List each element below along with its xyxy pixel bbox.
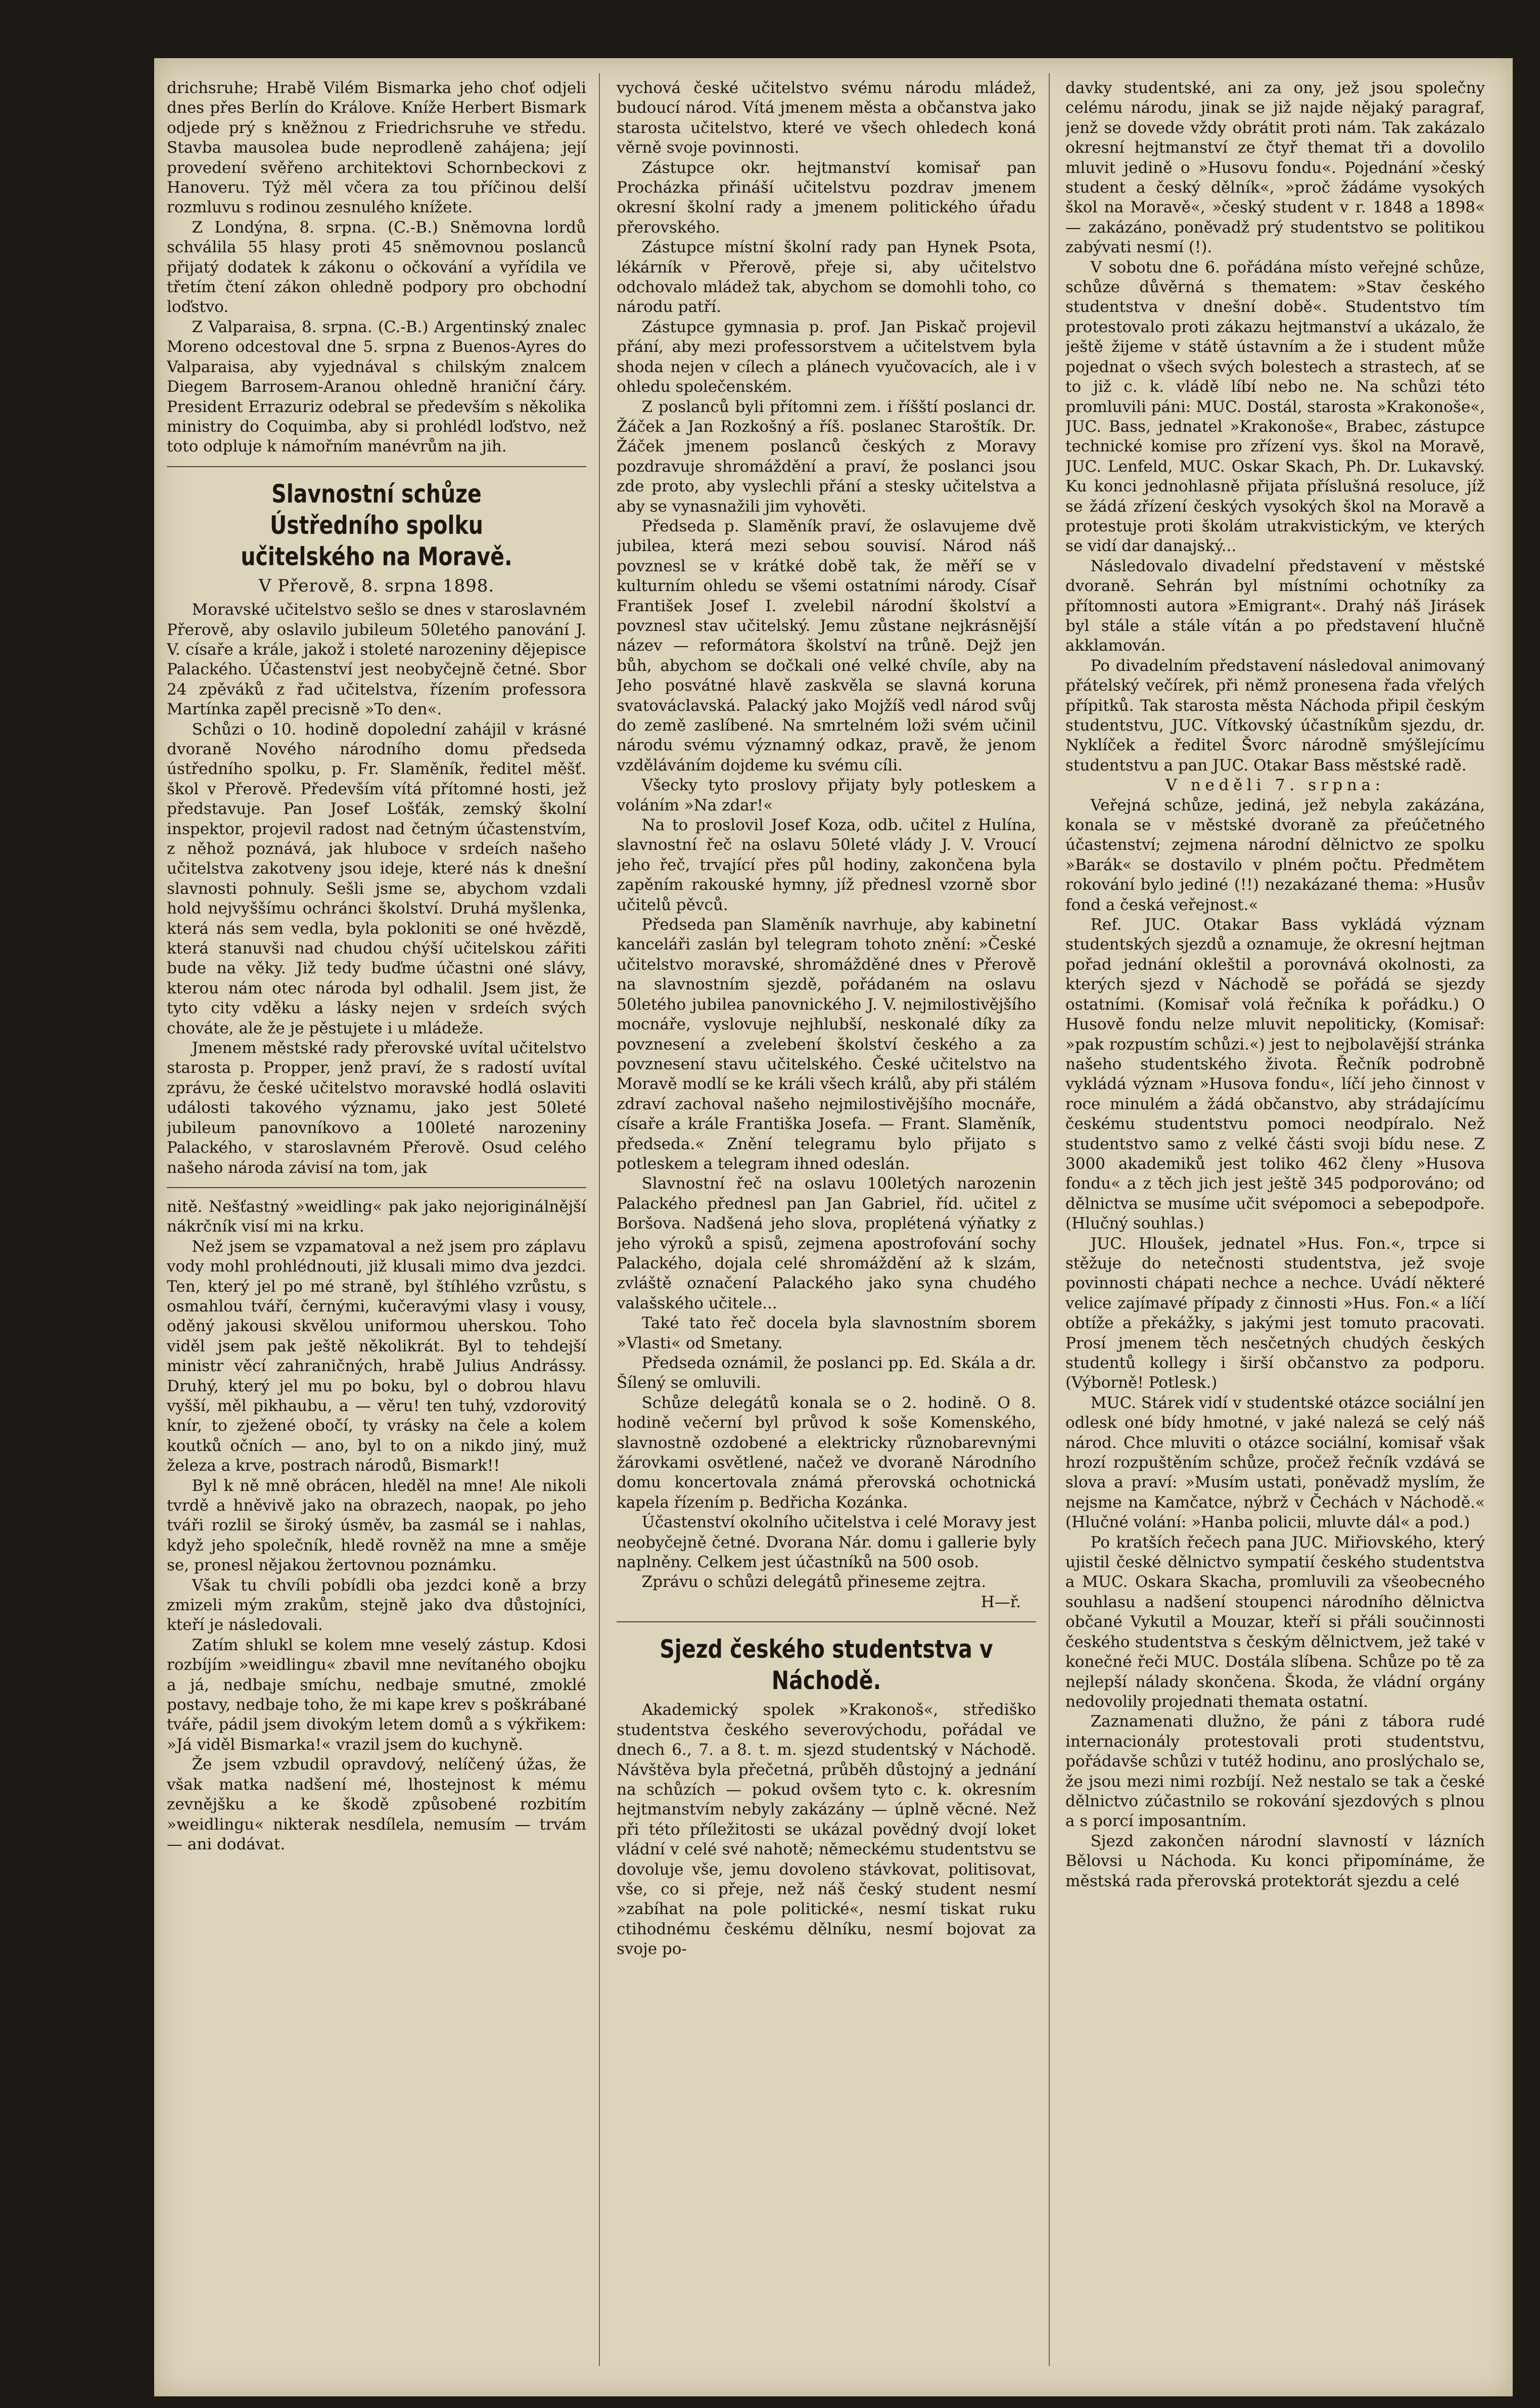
section-divider <box>167 466 586 467</box>
paragraph: Veřejná schůze, jediná, jež nebyla zakázána, konala se v městské dvoraně za přeúčetného účastenství; zejmena národní dělnictvo ze spolku »Barák« se dostavilo v plném počtu. Předmětem rokování bylo jediné (!!) nezakázané thema: »Husův fond a česká veřejnost.« <box>1065 796 1485 914</box>
paragraph: Následovalo divadelní představení v městské dvoraně. Sehrán byl místními ochotníky za přítomnosti autora »Emigrant«. Drahý náš Jirásek byl stále a stále vítán a po představení hlučně akklamován. <box>1065 557 1485 655</box>
paragraph: Zprávu o schůzi delegátů přineseme zejtra. <box>641 1573 987 1592</box>
feuilleton-paragraph: nitě. Nešťastný »weidling« pak jako nejoriginálnější nákrčník visí mi na krku. <box>167 1197 586 1236</box>
column-rule <box>1049 73 1050 2366</box>
paragraph: Předseda pan Slaměník navrhuje, aby kabinetní kanceláři zaslán byl telegram tohoto znění: »České učitelstvo moravské, shromážděné dnes v Přerově na slavnostním sjezdě, pořádaném na oslavu 50letého jubilea panovnického J. V. nejmilostivějšího mocnáře, vyslovuje nejhlubší, neskonalé díky za povznesení a zvelebení školství českého a za povznesení stavu učitelského. České učitelstvo na Moravě modlí se ke králi všech králů, aby při stálém zdraví zachoval našeho nejmilostivějšího mocnáře, císaře a krále Františka Josefa. — Frant. Slaměník, předseda.« Znění telegramu bylo přijato s potleskem a telegram ihned odeslán. <box>617 916 1036 1173</box>
article-continuation: davky studentské, ani za ony, jež jsou společny celému národu, jinak se již najde nějaký paragraf, jenž se dovede vždy obrátit proti nám. Tak zakázalo okresní hejtmanství ze čtyř themat tři a dovolilo mluvit jedině o »Husovu fondu«. Pojednání »český student a český dělník«, »proč žádáme vysokých škol na Moravě«, »český student v r. 1848 a 1898« — zakázáno, poněvadž prý studentstvo se politikou zabývati nesmí (!). <box>1065 79 1485 257</box>
paragraph: Po divadelním představení následoval animovaný přátelský večírek, při němž pronesena řada vřelých přípitků. Tak starosta města Náchoda připil českým studentstvu, JUC. Vítkovský účastníkům sjezdu, dr. Nyklíček a ředitel Švorc národně smýšlejícímu studentstvu a pan JUC. Otakar Bass městské radě. <box>1065 656 1485 775</box>
paragraph: Slavnostní řeč na oslavu 100letých narozenin Palackého přednesl pan Jan Gabriel, říd. učitel z Boršova. Nadšená jeho slova, proplétená výňatky z jeho výroků a spisů, zejmena apostrofování sochy Palackého, dojala celé shromáždění až k slzám, zvláště označení Palackého jako syna chudého valašského učitele... <box>617 1174 1036 1312</box>
feuilleton-paragraph: Však tu chvíli pobídli oba jezdci koně a brzy zmizeli mým zrakům, stejně jako dva důstojníci, kteří je následovali. <box>167 1576 586 1634</box>
section-divider <box>617 1621 1036 1622</box>
feuilleton-paragraph: Že jsem vzbudil opravdový, nelíčený úžas, že však matka nadšení mé, lhostejnost k mému zevnějšku a ke škodě způsobené rozbitím »weidlingu« nikterak nesdílela, nemusím — trvám — ani dodávat. <box>167 1755 586 1853</box>
paragraph: Účastenství okolního učitelstva i celé Moravy jest neobyčejně četné. Dvorana Nár. domu i gallerie byly naplněny. Celkem jest účastníků na 500 osob. <box>617 1513 1036 1572</box>
article-continuation: drichsruhe; Hrabě Vilém Bismarka jeho choť odjeli dnes přes Berlín do Králove. Kníže Herbert Bismark odjede prý s kněžnou z Friedrichsruhe ve středu. Stavba mausolea bude neprodleně zahájena; její provedení svěřeno architektovi Schornbeckovi z Hanoveru. Týž měl včera za tou příčinou delší rozmluvu s rodinou zesnulého knížete. <box>167 79 586 217</box>
article-continuation: vychová české učitelstvo svému národu mládež, budoucí národ. Vítá jmenem města a občanstva jako starosta učitelstvo, které ve všech ohledech koná věrně svoje povinnosti. <box>617 79 1036 157</box>
paragraph: Předseda p. Slaměník praví, že oslavujeme dvě jubilea, která mezi sebou souvisí. Národ náš povznesl se v krátké době tak, že měří se v kulturním ohledu se všemi ostatními národy. Císař František Josef I. zvelebil národní školství a povznesl stav učitelský. Jemu zůstane nejkrásnější název — reformátora školství na trůně. Dejž jen bůh, abychom se dočkali oné velké chvíle, aby na Jeho posvátné hlavě zaskvěla se slavná koruna svatováclavská. Palacký jako Mojžíš vedl národ svůj do země zaslíbené. Na smrtelném loži svém učinil národu svému významný odkaz, pravě, že jenom vzděláváním dojdeme ku svému cíli. <box>617 517 1036 775</box>
paragraph: Na to proslovil Josef Koza, odb. učitel z Hulína, slavnostní řeč na oslavu 50leté vlády J. V. Vroucí jeho řeč, trvající přes půl hodiny, zakončena byla zapěním rakouské hymny, jíž přednesl vzorně sbor učitelů pěvců. <box>617 816 1036 914</box>
paragraph: Zaznamenati dlužno, že páni z tábora rudé internacionály protestovali proti studentstvu, pořádavše schůzi v tutéž hodinu, ano proslýchalo se, že jsou mezi nimi rozbíjí. Než nestalo se tak a české dělnictvo zúčastnilo se rokování sjezdových s plnou a s porcí imposantním. <box>1065 1712 1485 1831</box>
paragraph: Ref. JUC. Otakar Bass vykládá význam studentských sjezdů a oznamuje, že okresní hejtman pořad jednání okleštil a porovnává okolnosti, za kterých sjezd v Náchodě se pořádá se sjezdy ostatními. (Komisař volá řečníka k pořádku.) O Husově fondu nelze mluvit nepoliticky, (Komisař: »pak rozpustím schůzi.«) jest to nejbolavější stránka našeho studentského života. Řečník podrobně vykládá význam »Husova fondu«, líčí jeho činnost v roce minulém a žádá občanstvo, aby strádajícímu českému studentstvu pomoci neodpíralo. Než studentstvo samo z velké části svoji bídu nese. Z 3000 akademiků jest toliko 462 členy »Husova fondu« a z těch jich jest ještě 345 podporováno; od dělnictva se musíme učit svépomoci a sebepodpoře. (Hlučný souhlas.) <box>1065 916 1485 1233</box>
feuilleton-paragraph: Zatím shlukl se kolem mne veselý zástup. Kdosi rozbíjím »weidlingu« zbavil mne nevítaného obojku a já, nedbaje smíchu, nedbaje smutné, zmoklé postavy, nedbaje toho, že mi kape krev s poškrábané tváře, pádil jsem divokým letem domů a s výkřikem: »Já viděl Bismarka!« vrazil jsem do kuchyně. <box>167 1635 586 1754</box>
paragraph: Zástupce místní školní rady pan Hynek Psota, lékárník v Přerově, přeje si, aby učitelstvo odchovalo mládež tak, abychom se domohli toho, co národu patří. <box>617 238 1036 316</box>
paragraph: Zástupce gymnasia p. prof. Jan Piskač projevil přání, aby mezi professorstvem a učitelstvem byla shoda nejen v cílech a plánech vyučovacích, ale i v ohledu společenském. <box>617 317 1036 396</box>
paragraph: JUC. Hloušek, jednatel »Hus. Fon.«, trpce si stěžuje do netečnosti studentstva, jež svoje povinnosti chápati nechce a nechce. Uvádí některé velice zajímavé případy z činnosti »Hus. Fon.« a líčí obtíže a překážky, s jakými jest tomuto pracovati. Prosí jmenem těch nesčetných chudých českých studentů kollegy i širší občanstvo za podporu. (Výborně! Potlesk.) <box>1065 1234 1485 1392</box>
column-middle <box>617 78 1036 2366</box>
paragraph: Všecky tyto proslovy přijaty byly potleskem a voláním »Na zdar!« <box>617 776 1036 814</box>
paragraph: Akademický spolek »Krakonoš«, střediško studentstva českého severovýchodu, pořádal ve dnech 6., 7. a 8. t. m. sjezd studentský v Náchodě. Návštěva byla přečetná, průběh důstojný a jednání na schůzích — pokud ovšem tyto c. k. okresním hejtmanstvím nebyly zakázány — úplně věcné. Než při této příležitosti se ukázal povědný dvojí loket vládní v celé své nahotě; německému studentstvu se dovoluje vše, jemu dovoleno stávkovat, politisovat, vše, co si přeje, než náš český student nesmí »zabíhat na pole politické«, nesmí tiskat ruku ctihodnému českému dělníku, nesmí bojovat za svoje po- <box>617 1701 1036 1959</box>
paragraph: MUC. Stárek vidí v studentské otázce sociální jen odlesk oné bídy hmotné, v jaké nalezá se celý náš národ. Chce mluviti o otázce sociální, komisař však hrozí rozpuštěním schůze, pročež řečník vzdává se slova a praví: »Musím ustati, poněvadž myslím, že nejsme na Kamčatce, nýbrž v Čechách v Náchodě.« (Hlučné volání: »Hanba policii, mluvte dál« a pod.) <box>1065 1393 1485 1532</box>
article-heading-students: Sjezd českého studentstva v Náchodě. <box>660 1634 993 1696</box>
feuilleton-paragraph: Než jsem se vzpamatoval a než jsem pro záplavu vody mohl prohlédnouti, již klusali mimo dva jezdci. Ten, který jel po mé straně, byl štíhlého vzrůstu, s osmahlou tváří, černými, kučeravými vlasy i vousy, oděný jakousi skvělou uniformou uherskou. Toho viděl jsem pak ještě několikrát. Byl to tehdejší ministr věcí zahraničných, hrabě Julius Andrássy. Druhý, který jel mu po boku, byl o dobrou hlavu vyšší, měl pikhaubu, a — věru! ten tuhý, vzdorovitý knír, to zježené obočí, ty vrásky na čele a kolem koutků očních — ano, byl to on a nikdo jiný, muž železa a krve, postrach národů, Bismark!! <box>167 1237 586 1475</box>
paragraph: Jmenem městské rady přerovské uvítal učitelstvo starosta p. Propper, jenž praví, že s radostí uvítal zprávu, že české učitelstvo moravské hodlá oslaviti události takového významu, jako jest 50leté jubileum panovníkovo a 100leté narozeniny Palackého, v staroslavném Přerově. Osud celého našeho národa závisí na tom, jak <box>167 1039 586 1177</box>
paragraph: Zástupce okr. hejtmanství komisař pan Procházka přináší učitelstvu pozdrav jmenem okresní školní rady a jmenem politického úřadu přerovského. <box>617 158 1036 237</box>
author-signature: H—ř. <box>981 1593 1021 1611</box>
paragraph: V sobotu dne 6. pořádána místo veřejné schůze, schůze důvěrná s thematem: »Stav českého studentstva v dnešní době«. Studentstvo tím protestovalo proti zákazu hejtmanství a ukázalo, že ještě žijeme v státě ústavním a že i student může pojednat o všech svých bolestech a strastech, ať se to již c. k. vládě líbí nebo ne. Na schůzi této promluvili páni: MUC. Dostál, starosta »Krakonoše«, JUC. Bass, jednatel »Krakonoše«, Brabec, zástupce technické komise pro zřízení vys. škol na Moravě, JUC. Lenfeld, MUC. Oskar Skach, Ph. Dr. Lukavský. Ku konci jednohlasně přijata příslušná resoluce, jíž se žádá zřízení českých vysokých škol na Moravě a protestuje proti školám utrakvistickým, ve kterých se vidí dar danajský... <box>1065 258 1485 556</box>
feuilleton-divider <box>167 1187 586 1188</box>
column-left <box>167 78 586 2366</box>
article-heading-teachers: Slavnostní schůze Ústředního spolku učitelského na Moravě. <box>241 479 512 571</box>
paragraph: Předseda oznámil, že poslanci pp. Ed. Skála a dr. Šílený se omluvili. <box>617 1354 1036 1392</box>
paragraph: Po kratších řečech pana JUC. Miřiovského, který ujistil české dělnictvo sympatií českého studentstva a MUC. Oskara Skacha, promluvili za všeobecného souhlasu a nadšení stoupenci národního dělnictva občané Vykutil a Mouzar, kteří si přáli součinnosti českého studentstva s českým dělnictvem, jež také v konečné řeči MUC. Dostála slíbena. Schůze po tě za nejlepší nálady skončena. Škoda, že vládní orgány nedovolily projednati themata ostatní. <box>1065 1533 1485 1711</box>
column-right <box>1065 78 1485 2366</box>
paragraph: Z poslanců byli přítomni zem. i říšští poslanci dr. Žáček a Jan Rozkošný a říš. poslanec Staroštík. Dr. Žáček jmenem poslanců českých z Moravy pozdravuje shromáždění a praví, že poslanci jsou zde proto, aby vyslechli přání a stesky učitelstva a aby se vynasnažili jim vyhověti. <box>617 397 1036 516</box>
news-valparaiso: Z Valparaisa, 8. srpna. (C.-B.) Argentinský znalec Moreno odcestoval dne 5. srpna z Buenos-Ayres do Valparaisa, aby vyjednával s chilským znalcem Diegem Barrosem-Aranou ohledně hraniční čáry. President Errazuriz odebral se především s několika ministry do Coquimba, aby si prohlédl loďstvo, než toto odpluje k námořním manévrům na jih. <box>167 317 586 456</box>
dateline: V Přerově, 8. srpna 1898. <box>258 575 495 596</box>
subheading-sunday: V neděli 7. srpna: <box>1165 776 1385 795</box>
column-rule <box>599 73 600 2366</box>
news-london: Z Londýna, 8. srpna. (C.-B.) Sněmovna lordů schválila 55 hlasy proti 45 sněmovnou poslanců přijatý dodatek k zákonu o očkování a vyřídila ve třetím čtení zákon ohledně podpory pro obchodní loďstvo. <box>167 218 586 316</box>
paragraph: Sjezd zakončen národní slavností v lázních Bělovsi u Náchoda. Ku konci připomínáme, že městská rada přerovská protektorát sjezdu a celé <box>1065 1832 1485 1890</box>
paragraph: Schůzi o 10. hodině dopolední zahájil v krásné dvoraně Nového národního domu předseda ústředního spolku, p. Fr. Slaměník, ředitel měšť. škol v Přerově. Především vítá přítomné hosti, jež představuje. Pan Josef Lošťák, zemský školní inspektor, projevil radost nad četným účastenstvím, z něhož poznává, jak hluboce v srdeích našeho učitelstva zakotveny jsou ideje, které nás k dnešní slavnosti pohnuly. Sešli jsme se, abychom vzdali hold nejvyššímu ochránci školství. Druhá myšlenka, která nás sem vedla, byla pokloniti se oné hvězdě, která stanuvši nad chudou chýší učitelskou zářiti bude na věky. Již tedy buďme účastni oné slávy, kterou nám otec národa byl odhalil. Jsem jist, že tyto city vděku a lásky nejen v srdeích svých chováte, ale že je pěstujete i u mládeže. <box>167 720 586 1037</box>
newspaper-page <box>154 58 1513 2396</box>
paragraph: Moravské učitelstvo sešlo se dnes v staroslavném Přerově, aby oslavilo jubileum 50letého panování J. V. císaře a krále, jakož i stoleté narozeniny dějepisce Palackého. Účastenství jest neobyčejně četné. Sbor 24 zpěváků z řad učitelstva, řízením professora Martínka zapěl precisně »To den«. <box>167 601 586 719</box>
feuilleton-paragraph: Byl k ně mně obrácen, hleděl na mne! Ale nikoli tvrdě a hněvivě jako na obrazech, naopak, po jeho tváři rozlil se široký úsměv, ba zasmál se i nahlas, když jeho společník, hledě rovněž na mne a směje se, pronesl nějakou žertovnou poznámku. <box>167 1476 586 1575</box>
paragraph: Schůze delegátů konala se o 2. hodině. O 8. hodině večerní byl průvod k soše Komenského, slavnostně ozdobené a elektricky různobarevnými žárovkami osvětlené, načež ve dvoraně Národního domu koncertovala známá přerovská ochotnická kapela řízením p. Bedřicha Kozánka. <box>617 1393 1036 1512</box>
paragraph: Také tato řeč docela byla slavnostním sborem »Vlasti« od Smetany. <box>617 1314 1036 1352</box>
